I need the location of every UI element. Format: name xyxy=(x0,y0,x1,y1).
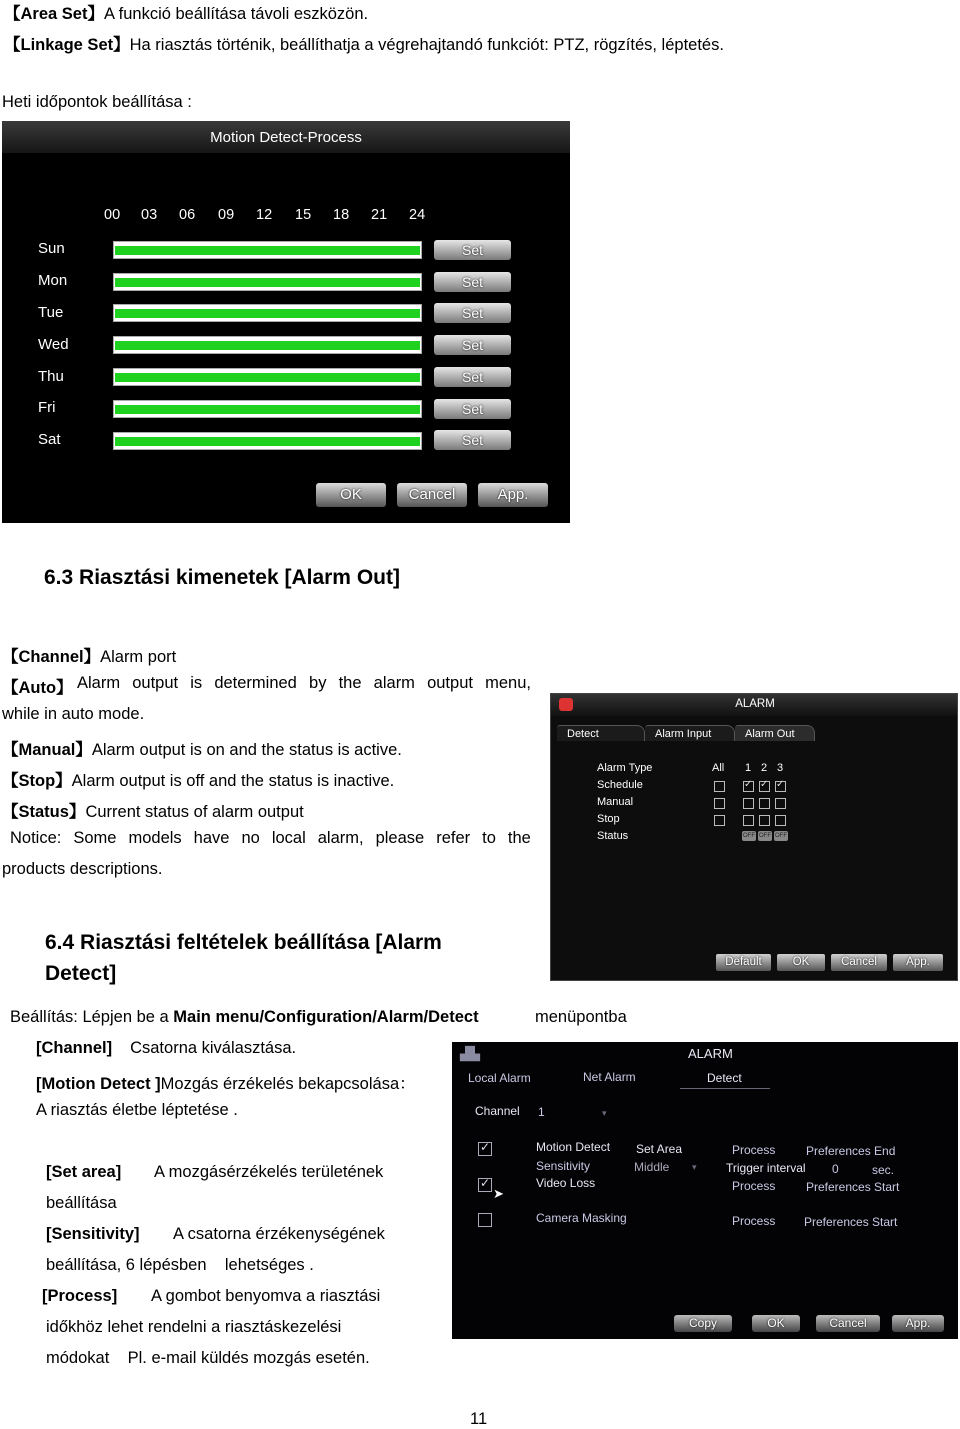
status-text: Current status of alarm output xyxy=(85,803,304,821)
schedule-bar-sat[interactable] xyxy=(113,432,422,450)
schedule-bar-sun[interactable] xyxy=(113,241,422,259)
section-6-3-heading: 6.3 Riasztási kimenetek [Alarm Out] xyxy=(44,566,400,589)
cancel-button[interactable]: Cancel xyxy=(397,483,467,507)
motion-detect-process-screenshot xyxy=(2,121,570,523)
notice-word: local xyxy=(271,829,306,847)
column-all: All xyxy=(712,762,725,774)
notice-word: no xyxy=(241,829,260,847)
trigger-interval-input[interactable]: 0 xyxy=(832,1162,839,1176)
process-text: A gombot benyomva a riasztási xyxy=(151,1287,381,1305)
day-label-sun: Sun xyxy=(38,240,65,257)
sensitivity-text: A csatorna érzékenységének xyxy=(173,1225,385,1243)
auto-word: determined xyxy=(214,674,297,692)
schedule-fill xyxy=(115,246,420,255)
status-label: 【Status】 xyxy=(2,803,86,821)
section-6-4-heading-line2: Detect] xyxy=(45,962,117,985)
set-button-sun[interactable]: Set xyxy=(434,240,511,260)
stop-all-checkbox[interactable] xyxy=(714,815,725,826)
sensitivity-label: [Sensitivity] xyxy=(46,1225,140,1243)
mouse-cursor-icon: ➤ xyxy=(493,1186,504,1201)
page-number: 11 xyxy=(470,1410,488,1428)
day-label-fri: Fri xyxy=(38,399,56,416)
setting-line xyxy=(10,1008,479,1027)
tab-detect[interactable]: Detect xyxy=(707,1071,742,1085)
notice-word: the xyxy=(507,829,531,847)
day-label-wed: Wed xyxy=(38,336,69,353)
manual-3-checkbox[interactable] xyxy=(775,798,786,809)
schedule-bar-mon[interactable] xyxy=(113,273,422,291)
set-area-button[interactable]: Set Area xyxy=(636,1142,683,1156)
notice-word: have xyxy=(193,829,230,847)
auto-word: output xyxy=(427,674,473,692)
channel-desc-text: Csatorna kiválasztása. xyxy=(130,1039,297,1057)
auto-word: output xyxy=(132,674,179,692)
auto-word: Alarm xyxy=(77,674,121,692)
linkage-set-line xyxy=(4,31,724,55)
cancel-button[interactable]: Cancel xyxy=(831,954,887,971)
column-1: 1 xyxy=(745,762,752,774)
process-continued-2: módokat Pl. e-mail küldés mozgás esetén. xyxy=(46,1349,370,1367)
motion-detect-label: Motion Detect xyxy=(536,1140,611,1154)
stop-label: 【Stop】 xyxy=(2,772,72,790)
camera-masking-label: Camera Masking xyxy=(536,1211,627,1225)
area-set-label: 【Area Set】 xyxy=(4,5,104,23)
stop-3-checkbox[interactable] xyxy=(775,815,786,826)
column-2: 2 xyxy=(761,762,768,774)
ok-button[interactable]: OK xyxy=(752,1315,800,1332)
hour-label: 06 xyxy=(179,207,196,223)
apply-button[interactable]: App. xyxy=(478,483,548,507)
motion-desc-continued: A riasztás életbe léptetése . xyxy=(36,1101,238,1119)
video-loss-checkbox[interactable] xyxy=(478,1178,492,1192)
copy-button[interactable]: Copy xyxy=(674,1315,732,1332)
apply-button[interactable]: App. xyxy=(892,1315,944,1332)
area-set-line xyxy=(4,0,368,24)
auto-text xyxy=(77,674,531,693)
stop-2-checkbox[interactable] xyxy=(759,815,770,826)
tab-local-alarm[interactable]: Local Alarm xyxy=(468,1071,531,1085)
schedule-bar-fri[interactable] xyxy=(113,400,422,418)
auto-word: by xyxy=(309,674,327,692)
set-area-label: [Set area] xyxy=(46,1163,122,1181)
chevron-down-icon: ▾ xyxy=(602,1108,607,1118)
ok-button[interactable]: OK xyxy=(316,483,386,507)
hour-label: 24 xyxy=(409,207,426,223)
setting-suffix: menüpontba xyxy=(535,1008,627,1026)
tab-alarm-input[interactable]: Alarm Input xyxy=(645,725,735,741)
set-button-wed[interactable]: Set xyxy=(434,335,511,355)
channel-desc-label: [Channel] xyxy=(36,1039,113,1057)
stop-line xyxy=(2,767,394,791)
set-area-continued: beállítása xyxy=(46,1194,117,1212)
schedule-fill xyxy=(115,373,420,382)
linkage-set-text: Ha riasztás történik, beállíthatja a végrehajtandó funkciót: PTZ, rögzítés, léptetés. xyxy=(129,36,724,54)
schedule-fill xyxy=(115,278,420,287)
status-line xyxy=(2,798,304,822)
logo-icon: ▟▙ xyxy=(460,1046,480,1061)
status-label: Status xyxy=(597,830,629,842)
manual-label: Manual xyxy=(597,796,634,808)
preferences-start-button-2[interactable]: Preferences Start xyxy=(804,1215,898,1229)
schedule-3-checkbox[interactable] xyxy=(775,781,786,792)
stop-1-checkbox[interactable] xyxy=(743,815,754,826)
status-2-badge: OFF xyxy=(759,833,771,839)
camera-masking-checkbox[interactable] xyxy=(478,1213,492,1227)
hour-label: 18 xyxy=(333,207,350,223)
manual-1-checkbox[interactable] xyxy=(743,798,754,809)
auto-word: is xyxy=(190,674,203,692)
tab-underline xyxy=(680,1088,770,1089)
notice-text xyxy=(10,829,531,848)
schedule-1-checkbox[interactable] xyxy=(743,781,754,792)
manual-2-checkbox[interactable] xyxy=(759,798,770,809)
notice-word: alarm, xyxy=(317,829,364,847)
setting-prefix: Beállítás: Lépjen be a xyxy=(10,1008,174,1026)
weekly-heading: Heti időpontok beállítása : xyxy=(2,93,192,111)
set-area-text: A mozgásérzékelés területének xyxy=(154,1163,384,1181)
notice-word: Notice: xyxy=(10,829,62,847)
process-continued-1: időkhöz lehet rendelni a riasztáskezelési xyxy=(46,1318,342,1336)
sensitivity-select[interactable]: Middle xyxy=(634,1160,670,1174)
schedule-bar-tue[interactable] xyxy=(113,304,422,322)
default-button[interactable]: Default xyxy=(716,954,771,971)
status-3-badge: OFF xyxy=(775,833,787,839)
auto-word: menu, xyxy=(485,674,531,692)
window-title: ALARM xyxy=(735,698,775,710)
motion-desc-line xyxy=(36,1070,416,1094)
set-button-thu[interactable]: Set xyxy=(434,367,511,387)
window-title: ALARM xyxy=(688,1046,733,1061)
day-label-tue: Tue xyxy=(38,304,64,321)
section-6-4-heading-line1: 6.4 Riasztási feltételek beállítása [Alarm xyxy=(45,931,442,954)
day-label-thu: Thu xyxy=(38,368,64,385)
day-label-mon: Mon xyxy=(38,272,68,289)
ok-button[interactable]: OK xyxy=(777,954,825,971)
notice-text-continued: products descriptions. xyxy=(2,860,163,878)
sensitivity-label: Sensitivity xyxy=(536,1159,591,1173)
schedule-bar-thu[interactable] xyxy=(113,368,422,386)
hour-label: 03 xyxy=(141,207,158,223)
channel-select[interactable]: 1 xyxy=(538,1105,545,1119)
notice-word: Some xyxy=(73,829,117,847)
schedule-all-checkbox[interactable] xyxy=(714,781,725,792)
schedule-fill xyxy=(115,341,420,350)
preferences-end-button[interactable]: Preferences End xyxy=(806,1144,896,1158)
motion-detect-checkbox[interactable] xyxy=(478,1142,492,1156)
process-label: [Process] xyxy=(42,1287,118,1305)
set-button-tue[interactable]: Set xyxy=(434,303,511,323)
manual-line xyxy=(2,736,402,760)
channel-text: Alarm port xyxy=(100,648,177,666)
auto-word: alarm xyxy=(373,674,415,692)
auto-word: the xyxy=(338,674,362,692)
schedule-fill xyxy=(115,405,420,414)
chevron-down-icon: ▾ xyxy=(692,1162,697,1172)
hour-label: 09 xyxy=(218,207,235,223)
manual-text: Alarm output is on and the status is active. xyxy=(91,741,402,759)
alarm-out-screenshot xyxy=(550,693,958,981)
schedule-fill xyxy=(115,437,420,446)
apply-button[interactable]: App. xyxy=(893,954,943,971)
motion-desc-text: Mozgás érzékelés bekapcsolása： xyxy=(160,1075,416,1093)
column-3: 3 xyxy=(777,762,784,774)
hour-label: 12 xyxy=(256,207,273,223)
hour-label: 21 xyxy=(371,207,388,223)
hour-label: 00 xyxy=(104,207,121,223)
notice-word: to xyxy=(482,829,496,847)
schedule-fill xyxy=(115,309,420,318)
channel-label: 【Channel】 xyxy=(2,648,101,666)
notice-word: models xyxy=(128,829,182,847)
auto-text-continued: while in auto mode. xyxy=(2,705,145,723)
process-button-1[interactable]: Process xyxy=(732,1143,776,1157)
preferences-start-button-1[interactable]: Preferences Start xyxy=(806,1180,900,1194)
video-loss-label: Video Loss xyxy=(536,1176,596,1190)
sensitivity-continued: beállítása, 6 lépésben lehetséges . xyxy=(46,1256,314,1274)
manual-all-checkbox[interactable] xyxy=(714,798,725,809)
notice-word: please xyxy=(375,829,425,847)
notice-word: refer xyxy=(436,829,471,847)
auto-label: 【Auto】 xyxy=(2,679,73,697)
schedule-bar-wed[interactable] xyxy=(113,336,422,354)
manual-label: 【Manual】 xyxy=(2,741,92,759)
window-title: Motion Detect-Process xyxy=(210,129,362,146)
channel-desc-line xyxy=(36,1039,296,1058)
tab-alarm-out[interactable]: Alarm Out xyxy=(735,725,815,741)
detect-settings-photo xyxy=(452,1042,958,1339)
day-label-sat: Sat xyxy=(38,431,61,448)
stop-label: Stop xyxy=(597,813,620,825)
set-button-fri[interactable]: Set xyxy=(434,399,511,419)
motion-desc-label: [Motion Detect ] xyxy=(36,1075,161,1093)
schedule-label: Schedule xyxy=(597,779,643,791)
setting-path: Main menu/Configuration/Alarm/Detect xyxy=(173,1008,479,1026)
channel-label: Channel xyxy=(475,1104,520,1118)
stop-text: Alarm output is off and the status is inactive. xyxy=(71,772,395,790)
tab-net-alarm[interactable]: Net Alarm xyxy=(583,1070,636,1084)
status-1-badge: OFF xyxy=(743,833,755,839)
area-set-text: A funkció beállítása távoli eszközön. xyxy=(103,5,369,23)
schedule-2-checkbox[interactable] xyxy=(759,781,770,792)
seconds-unit: sec. xyxy=(872,1163,895,1177)
cancel-button[interactable]: Cancel xyxy=(816,1315,880,1332)
hour-label: 15 xyxy=(295,207,312,223)
alarm-type-label: Alarm Type xyxy=(597,762,653,774)
set-button-sat[interactable]: Set xyxy=(434,430,511,450)
channel-line xyxy=(2,643,176,667)
linkage-set-label: 【Linkage Set】 xyxy=(4,36,130,54)
tab-detect[interactable]: Detect xyxy=(557,725,645,741)
process-button-2[interactable]: Process xyxy=(732,1179,776,1193)
trigger-interval-label: Trigger interval xyxy=(726,1161,806,1175)
set-button-mon[interactable]: Set xyxy=(434,272,511,292)
process-button-3[interactable]: Process xyxy=(732,1214,776,1228)
